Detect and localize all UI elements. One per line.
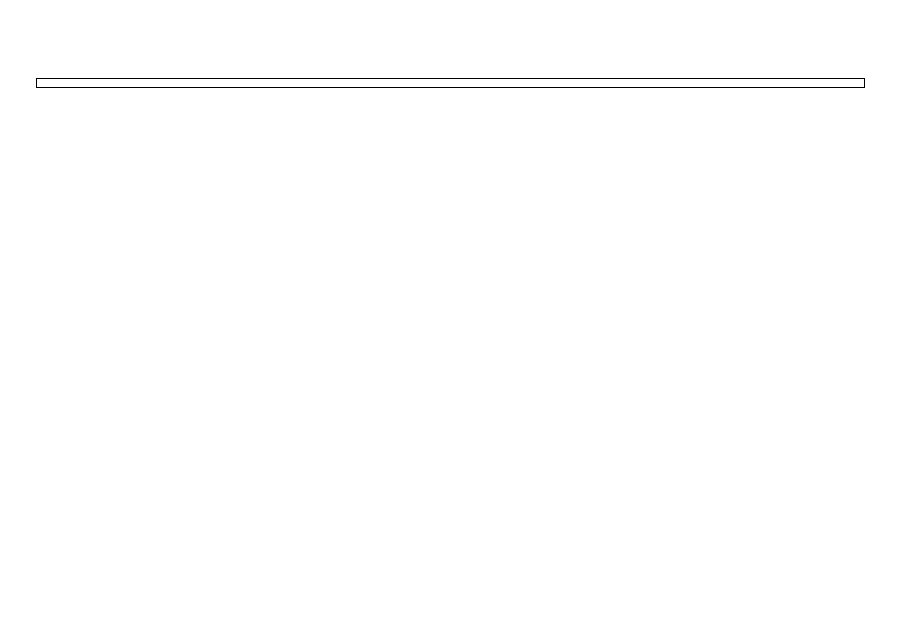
column-number-header (36, 78, 865, 88)
budget-table (36, 78, 865, 88)
